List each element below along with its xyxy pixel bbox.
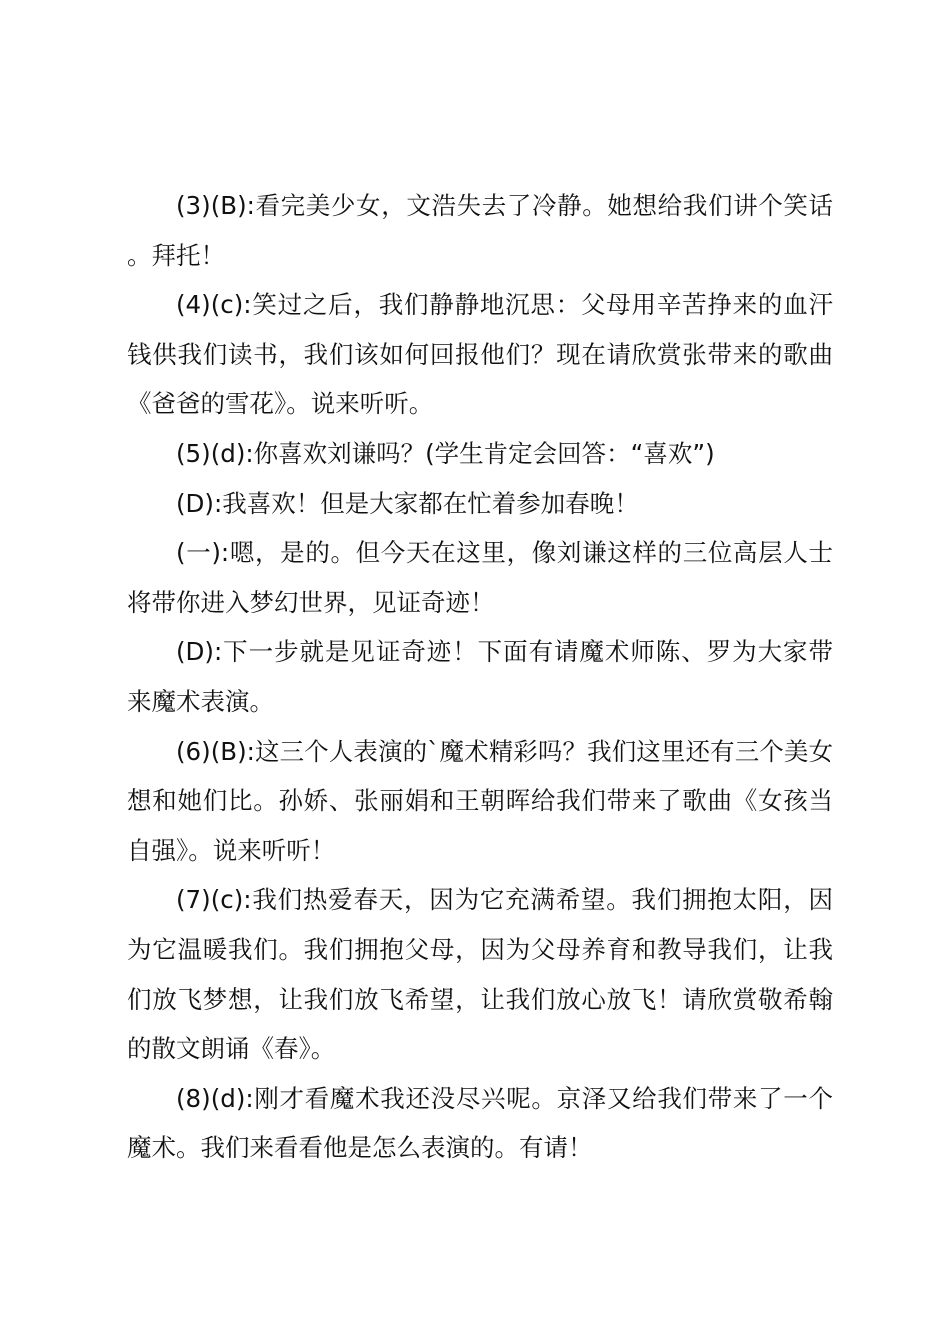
document-page xyxy=(127,181,833,1173)
paragraph-7: (7)(c):我们热爱春天，因为它充满希望。我们拥抱太阳，因为它温暖我们。我们拥抱父母，因为父母养育和教导我们，让我们放飞梦想，让我们放飞希望，让我们放心放飞！请欣赏敬希翰的散文朗诵《春》。 xyxy=(127,885,833,1064)
paragraph-8: (8)(d):刚才看魔术我还没尽兴呢。京泽又给我们带来了一个魔术。我们来看看他是怎么表演的。有请！ xyxy=(127,1083,833,1163)
paragraph-yi: (一):嗯，是的。但今天在这里，像刘谦这样的三位高层人士将带你进入梦幻世界，见证奇迹！ xyxy=(127,538,833,617)
paragraph-3: (3)(B):看完美少女，文浩失去了冷静。她想给我们讲个笑话。拜托！ xyxy=(127,191,833,270)
paragraph-5: (5)(d):你喜欢刘谦吗？(学生肯定会回答：“喜欢”) xyxy=(176,438,715,468)
paragraph-d-magic: (D):下一步就是见证奇迹！下面有请魔术师陈、罗为大家带来魔术表演。 xyxy=(127,637,833,716)
paragraph-d-reply: (D):我喜欢！但是大家都在忙着参加春晚！ xyxy=(176,488,639,518)
paragraph-6: (6)(B):这三个人表演的`魔术精彩吗？我们这里还有三个美女想和她们比。孙娇、张丽娟和王朝晖给我们带来了歌曲《女孩当自强》。说来听听！ xyxy=(127,736,833,865)
paragraph-4: (4)(c):笑过之后，我们静静地沉思：父母用辛苦挣来的血汗钱供我们读书，我们该如何回报他们？现在请欣赏张带来的歌曲《爸爸的雪花》。说来听听。 xyxy=(127,290,833,419)
